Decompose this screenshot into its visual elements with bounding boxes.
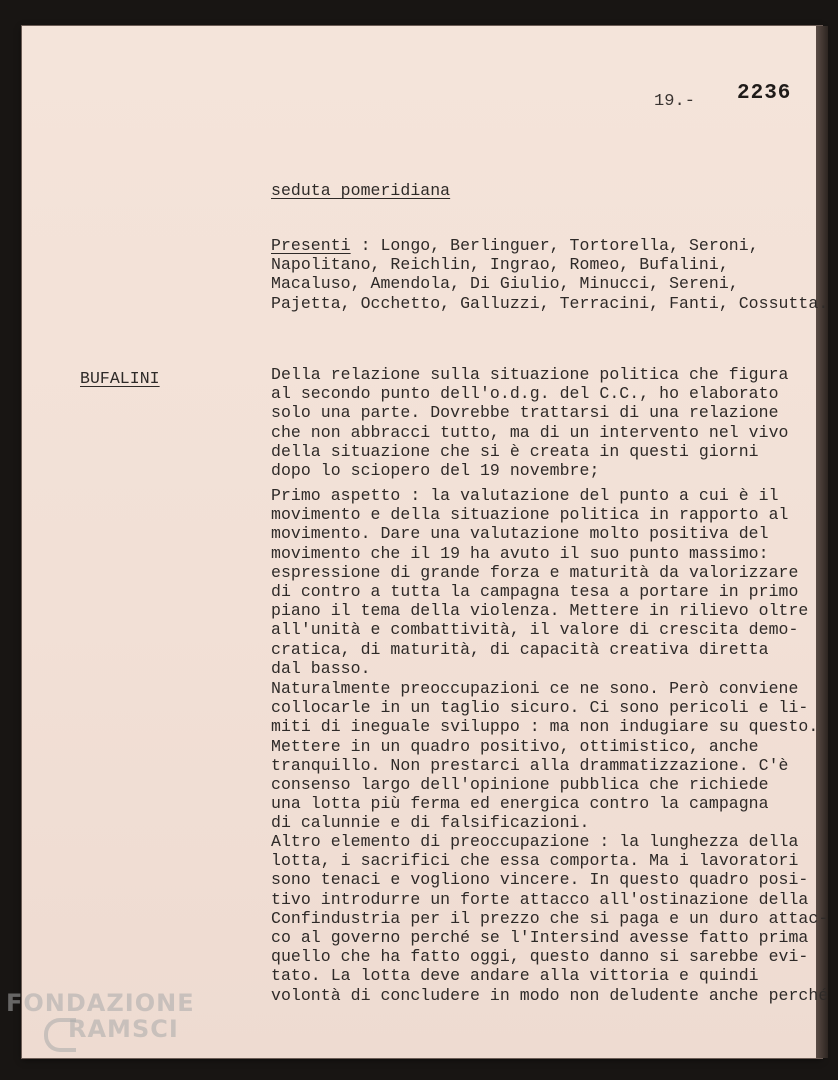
session-title: seduta pomeridiana: [271, 181, 451, 200]
page-number: 2236: [737, 82, 792, 105]
attendees-list: : Longo, Berlinguer, Tortorella, Seroni, Napolitano, Reichlin, Ingrao, Romeo, Bufalini, Macaluso, Amendola, Di Giulio, Minucci, Sereni, Pajetta, Occhetto, Galluzzi, Terracini, Fanti, Cossutta.: [271, 236, 829, 313]
paragraph: Naturalmente preoccupazioni ce ne sono. Però conviene collocarle in un taglio sicuro. Ci sono pericoli e li- miti di ineguale sviluppo : ma non indugiare su questo. Mettere in un quadro positivo, ottimistico, anche tranquillo. Non prestarci alla drammatizzazione. C'è consenso largo dell'opinione pubblica che richiede una lotta più ferma ed energica contro la campagna di calunnie e di falsificazioni.: [271, 679, 819, 833]
watermark-g-mark-icon: [44, 1018, 76, 1052]
speaker-name: BUFALINI: [80, 369, 160, 388]
attendees-label: Presenti: [271, 236, 351, 255]
paragraph: Della relazione sulla situazione politica che figura al secondo punto dell'o.d.g. del C.C., ho elaborato solo una parte. Dovrebbe trattarsi di una relazione che non abbracci tutto, ma di un intervento nel vivo della situazione che si è creata in questi giorni dopo lo sciopero del 19 novembre;: [271, 365, 789, 481]
fondazione-gramsci-watermark: [6, 990, 195, 1042]
watermark-line-2: RAMSCI: [68, 1015, 179, 1043]
paragraph: Primo aspetto : la valutazione del punto a cui è il movimento e della situazione politica in rapporto al movimento. Dare una valutazione molto positiva del movimento che il 19 ha avuto il suo punto massimo: espressione di grande forza e maturità da valorizzare di contro a tutta la campagna tesa a portare in primo piano il tema della violenza. Mettere in rilievo oltre all'unità e combattività, il valore di crescita demo- cratica, di maturità, di capacità creativa diretta dal basso.: [271, 486, 809, 678]
paragraph: Altro elemento di preoccupazione : la lunghezza della lotta, i sacrifici che essa comporta. Ma i lavoratori sono tenaci e vogliono vincere. In questo quadro posi- tivo introdurre un forte attacco all'ostinazione della Confindustria per il prezzo che si paga e un duro attac- co al governo perché se l'Intersind avesse fatto prima quello che ha fatto oggi, questo danno si sarebbe evi- tato. La lotta deve andare alla vittoria e quindi volontà di concludere in modo non deludente anche perché: [271, 832, 829, 1005]
watermark-line-1: FONDAZIONE: [6, 989, 195, 1017]
page-number-small: 19.-: [654, 92, 696, 111]
attendees-block: [271, 236, 828, 313]
